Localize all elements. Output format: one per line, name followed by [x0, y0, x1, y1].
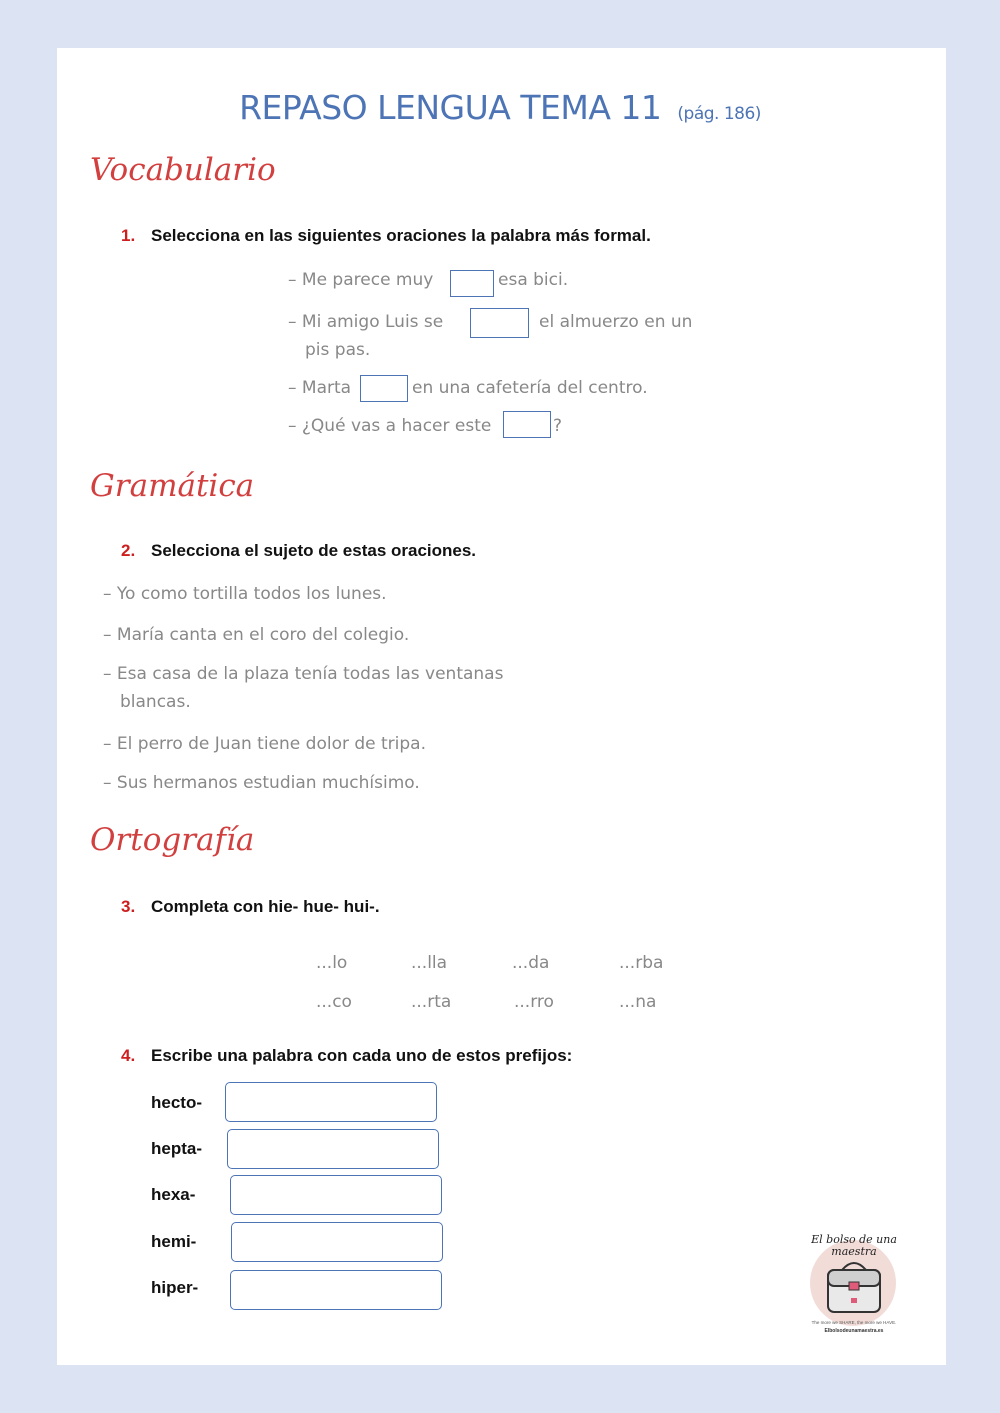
- q3-word[interactable]: ...na: [619, 992, 657, 1012]
- q2-sentence-continuation[interactable]: blancas.: [120, 692, 191, 712]
- section-gramatica: Gramática: [90, 468, 255, 504]
- prefix-input-hecto[interactable]: [225, 1082, 437, 1122]
- q1-line-2-continuation: pis pas.: [305, 340, 371, 360]
- q1-dropdown-3[interactable]: [360, 375, 408, 402]
- prefix-label-hepta: hepta-: [151, 1139, 202, 1158]
- question-number: 2.: [121, 541, 136, 560]
- prefix-input-hexa[interactable]: [230, 1175, 442, 1215]
- q1-line-3-start: – Marta: [288, 378, 352, 398]
- prefix-input-hemi[interactable]: [231, 1222, 443, 1262]
- question-text: Selecciona en las siguientes oraciones la palabra más formal.: [151, 226, 651, 245]
- q2-sentence[interactable]: – María canta en el coro del colegio.: [103, 625, 410, 645]
- q1-line-3-end: en una cafetería del centro.: [412, 378, 648, 398]
- question-number: 4.: [121, 1046, 136, 1065]
- prefix-input-hepta[interactable]: [227, 1129, 439, 1169]
- q3-word[interactable]: ...lla: [411, 953, 448, 973]
- q3-word[interactable]: ...rro: [514, 992, 554, 1012]
- q2-sentence[interactable]: – Yo como tortilla todos los lunes.: [103, 584, 387, 604]
- prefix-label-hiper: hiper-: [151, 1278, 199, 1297]
- question-number: 1.: [121, 226, 136, 245]
- question-3: [121, 897, 380, 917]
- question-1: [121, 226, 651, 246]
- page-title: [0, 88, 1000, 127]
- section-vocabulario: Vocabulario: [90, 152, 276, 188]
- bag-icon: [820, 1256, 888, 1318]
- q3-word[interactable]: ...da: [512, 953, 550, 973]
- logo-brand: El bolso de una maestra: [811, 1233, 897, 1258]
- q3-word[interactable]: ...rta: [411, 992, 452, 1012]
- title-page-ref: (pág. 186): [677, 104, 761, 124]
- prefix-label-hexa: hexa-: [151, 1185, 196, 1204]
- q1-line-4-start: – ¿Qué vas a hacer este: [288, 416, 492, 436]
- question-text: Completa con hie- hue- hui-.: [151, 897, 380, 916]
- q1-line-2-start: – Mi amigo Luis se: [288, 312, 444, 332]
- section-ortografia: Ortografía: [90, 822, 255, 858]
- q3-word[interactable]: ...rba: [619, 953, 664, 973]
- logo-tagline: The more we SHARE, the more we HAVE.: [811, 1320, 897, 1325]
- q1-dropdown-1[interactable]: [450, 270, 494, 297]
- q2-sentence[interactable]: – Sus hermanos estudian muchísimo.: [103, 773, 420, 793]
- title-text: REPASO LENGUA TEMA 11: [239, 88, 662, 127]
- q3-word[interactable]: ...co: [316, 992, 352, 1012]
- question-2: [121, 541, 476, 561]
- q2-sentence[interactable]: – Esa casa de la plaza tenía todas las ventanas: [103, 664, 504, 684]
- prefix-input-hiper[interactable]: [230, 1270, 442, 1310]
- brand-logo: [806, 1228, 902, 1340]
- question-number: 3.: [121, 897, 136, 916]
- q1-line-1-end: esa bici.: [498, 270, 569, 290]
- q1-dropdown-4[interactable]: [503, 411, 551, 438]
- q1-dropdown-2[interactable]: [470, 308, 529, 338]
- question-4: [121, 1046, 572, 1066]
- q1-line-4-end: ?: [553, 416, 563, 436]
- q1-line-2-end: el almuerzo en un: [539, 312, 693, 332]
- prefix-label-hecto: hecto-: [151, 1093, 202, 1112]
- question-text: Selecciona el sujeto de estas oraciones.: [151, 541, 477, 560]
- prefix-label-hemi: hemi-: [151, 1232, 197, 1251]
- q2-sentence[interactable]: – El perro de Juan tiene dolor de tripa.: [103, 734, 427, 754]
- q3-word[interactable]: ...lo: [316, 953, 348, 973]
- q1-line-1-start: – Me parece muy: [288, 270, 434, 290]
- logo-site: Elbolsodeunamaestra.es: [824, 1328, 884, 1334]
- question-text: Escribe una palabra con cada uno de estos prefijos:: [151, 1046, 573, 1065]
